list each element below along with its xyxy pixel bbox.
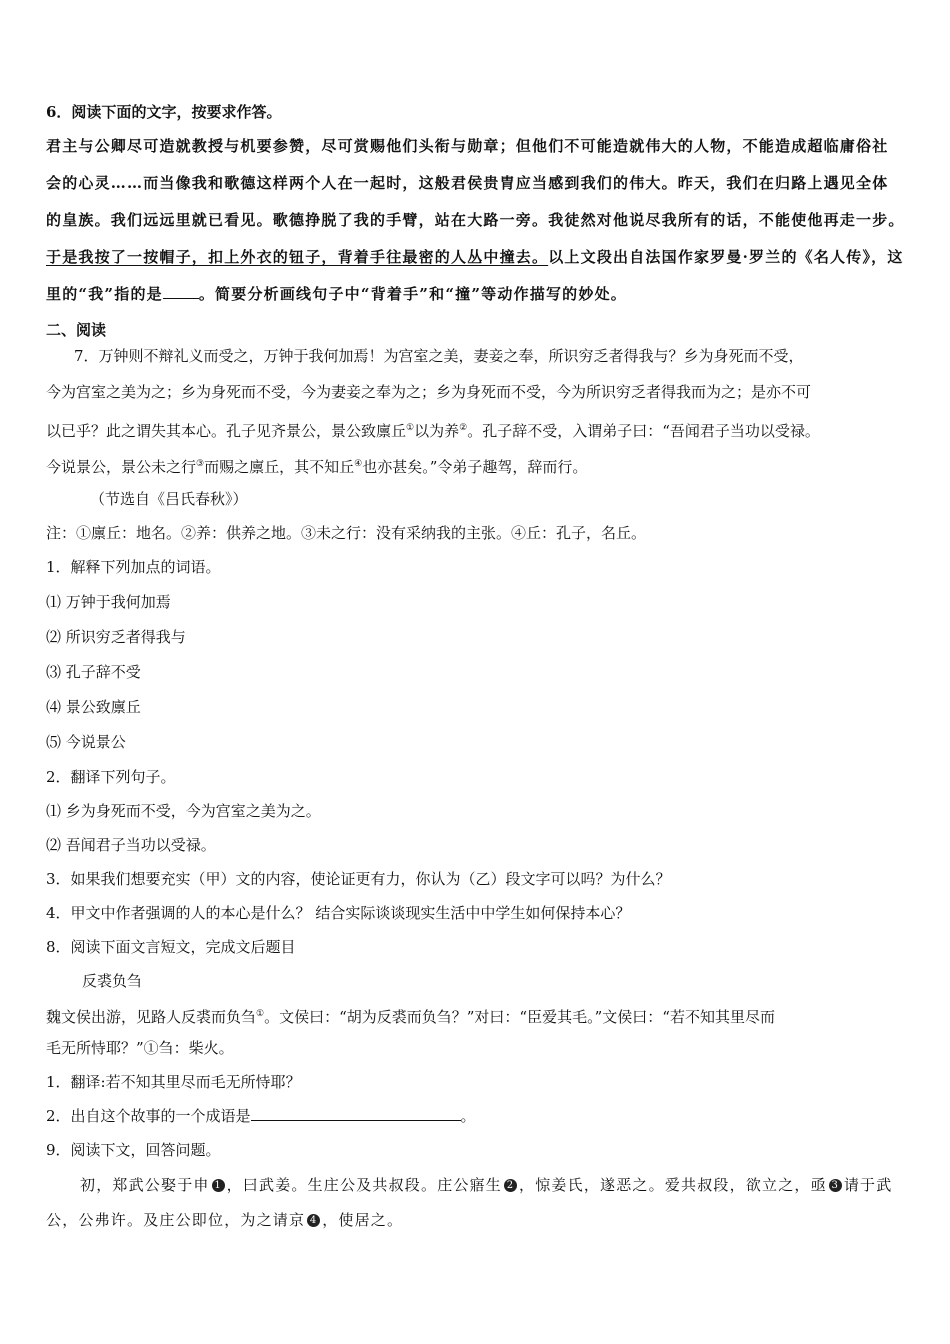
footnote-marker: ② [459, 423, 468, 433]
q7-q2-item: ⑵ 吾闻君子当功以受禄。 [46, 836, 216, 854]
q9-title: 9．阅读下文，回答问题。 [46, 1141, 221, 1159]
answer-blank[interactable] [251, 1106, 461, 1121]
q6-paragraph-line-3: 的皇族。我们远远里就已看见。歌德挣脱了我的手臂，站在大路一旁。我徒然对他说尽我所有的话，不能使他再走一步。 [46, 211, 905, 229]
q6-underlined-sentence: 于是我按了一按帽子，扣上外衣的钮子，背着手往最密的人丛中撞去。 [46, 248, 549, 266]
q6-title: 6．阅读下面的文字，按要求作答。 [46, 103, 282, 121]
q7-text-segment: 今说景公，景公未之行 [46, 458, 197, 476]
q8-passage-title: 反裘负刍 [82, 972, 143, 990]
q7-text-segment: 也亦甚矣。”令弟子趣驾，辞而行。 [362, 458, 588, 476]
q9-text-segment: 公，公弗许。及庄公即位，为之请京 [46, 1211, 306, 1229]
q9-passage-line-2 [46, 1210, 403, 1230]
q7-note: 注：①廪丘：地名。②养：供养之地。③未之行：没有采纳我的主张。④丘：孔子，名丘。 [46, 524, 647, 542]
q8-question-1: 1．翻译:若不知其里尽而毛无所恃耶？ [46, 1073, 301, 1091]
q6-paragraph-line-1: 君主与公卿尽可造就教授与机要参赞，尽可赏赐他们头衔与勋章；但他们不可能造就伟大的人物，不能造成超临庸俗社 [46, 137, 889, 155]
q7-text-line-4 [46, 454, 587, 477]
q7-source: （节选自《吕氏春秋》） [90, 490, 248, 508]
q7-question-1: 1．解释下列加点的词语。 [46, 558, 221, 576]
q8-question-2 [46, 1106, 476, 1126]
q8-question-2-text: 2．出自这个故事的一个成语是 [46, 1107, 251, 1125]
q7-text-segment: 。孔子辞不受，入谓弟子曰：“吾闻君子当功以受禄。 [467, 422, 820, 440]
q7-text-segment: 以已乎？此之谓失其本心。孔子见齐景公，景公致廪丘 [46, 422, 407, 440]
q7-q1-item: ⑷ 景公致廪丘 [46, 698, 141, 716]
q7-q2-item: ⑴ 乡为身死而不受，今为宫室之美为之。 [46, 802, 321, 820]
q7-q1-item: ⑵ 所识穷乏者得我与 [46, 628, 186, 646]
q8-text-segment: 。文侯曰：“胡为反裘而负刍？”对曰：“臣爱其毛。”文侯曰：“若不知其里尽而 [264, 1008, 775, 1026]
section-heading-reading: 二、阅读 [46, 321, 107, 339]
q7-question-2: 2．翻译下列句子。 [46, 768, 176, 786]
q6-paragraph-line-2: 会的心灵……而当像我和歌德这样两个人在一起时，这般君侯贵胄应当感到我们的伟大。昨天，我们在归路上遇见全体 [46, 174, 889, 192]
q6-question-a: 里的“我”指的是 [46, 285, 163, 303]
q7-q1-item: ⑶ 孔子辞不受 [46, 663, 141, 681]
q6-source-text: 以上文段出自法国作家罗曼·罗兰的《名人传》，这 [548, 248, 904, 266]
q6-paragraph-line-4 [46, 247, 904, 267]
q8-title: 8．阅读下面文言短文，完成文后题目 [46, 938, 296, 956]
q7-text-segment: 而赐之廪丘，其不知丘 [204, 458, 355, 476]
footnote-number-icon: 2 [504, 1179, 517, 1192]
q8-question-2-end: 。 [460, 1107, 476, 1125]
footnote-marker: ③ [196, 459, 205, 469]
footnote-number-icon: 4 [307, 1214, 320, 1227]
q9-text-segment: ，惊姜氏，遂恶之。爱共叔段，欲立之，亟 [519, 1176, 827, 1194]
q9-text-segment: 初，郑武公娶于申 [80, 1176, 210, 1194]
footnote-number-icon: 1 [212, 1179, 225, 1192]
q9-passage-line-1 [80, 1175, 892, 1195]
footnote-number-icon: 3 [829, 1179, 842, 1192]
q7-text-line-2: 今为宫室之美为之；乡为身死而不受，今为妻妾之奉为之；乡为身死而不受，今为所识穷乏者得我而为之；是亦不可 [46, 383, 812, 401]
q7-question-4: 4．甲文中作者强调的人的本心是什么？ 结合实际谈谈现实生活中中学生如何保持本心？ [46, 904, 631, 922]
footnote-marker: ① [256, 1009, 265, 1019]
q9-text-segment: 请于武 [843, 1176, 893, 1194]
q8-text-segment: 魏文侯出游，见路人反裘而负刍 [46, 1008, 257, 1026]
q7-text-segment: 以为养 [414, 422, 460, 440]
answer-blank[interactable] [163, 284, 199, 299]
footnote-marker: ① [406, 423, 415, 433]
q9-text-segment: ，曰武姜。生庄公及共叔段。庄公寤生 [226, 1176, 503, 1194]
q8-passage-line-1 [46, 1004, 775, 1027]
q7-question-3: 3．如果我们想要充实（甲）文的内容，使论证更有力，你认为（乙）段文字可以吗？为什么？ [46, 870, 671, 888]
footnote-marker: ④ [354, 459, 363, 469]
q7-text-line-3 [46, 418, 820, 441]
q7-q1-item: ⑴ 万钟于我何加焉 [46, 593, 171, 611]
q6-paragraph-line-5 [46, 284, 627, 304]
q9-text-segment: ，使居之。 [322, 1211, 404, 1229]
q8-passage-line-2: 毛无所恃耶？”①刍：柴火。 [46, 1039, 234, 1057]
q7-text-line-1: 7．万钟则不辩礼义而受之，万钟于我何加焉！为宫室之美，妻妾之奉，所识穷乏者得我与？乡为身死而不受， [74, 347, 804, 365]
q7-q1-item: ⑸ 今说景公 [46, 733, 126, 751]
q6-question-b: 。简要分析画线句子中“背着手”和“撞”等动作描写的妙处。 [198, 285, 627, 303]
